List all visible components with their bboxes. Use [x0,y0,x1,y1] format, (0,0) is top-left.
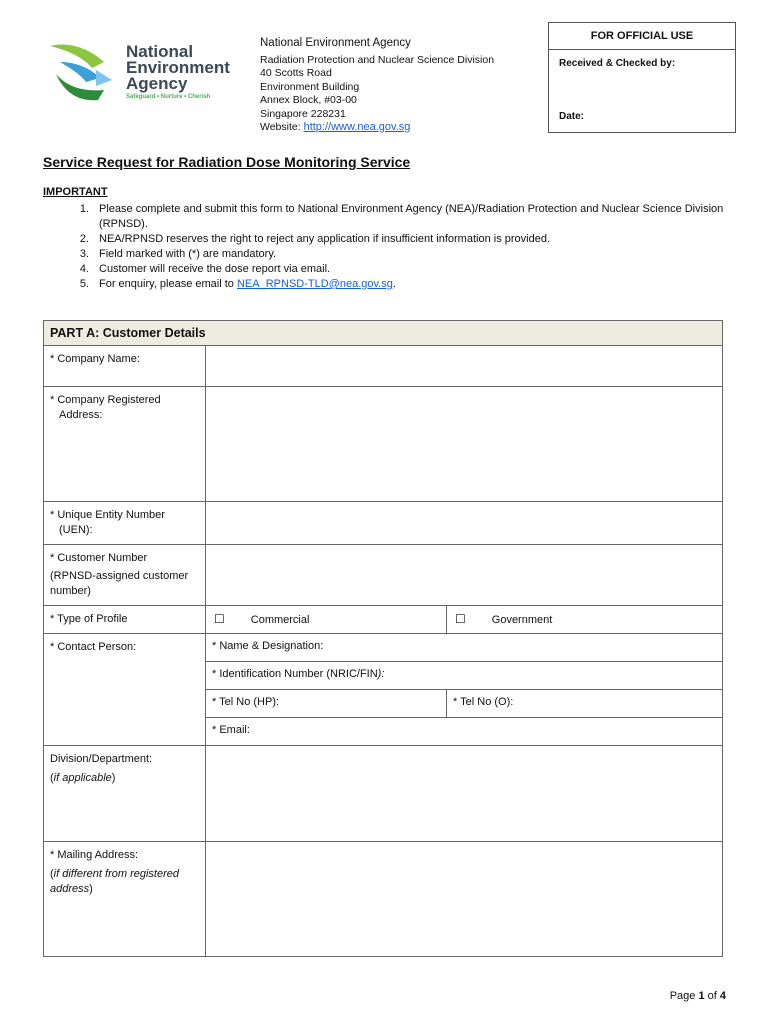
profile-government-option[interactable] [447,606,723,634]
official-use-box [548,22,736,133]
list-item: 5. For enquiry, please email to NEA_RPNSD-TLD@nea.gov.sg. [79,278,396,290]
nea-logo-icon [46,40,126,108]
date-label: Date: [559,111,585,122]
customer-number-label: * Customer Number (RPNSD-assigned customer number) [44,545,206,606]
address-line: Singapore 228231 [260,107,346,120]
commercial-checkbox[interactable]: ☐ [214,612,225,626]
id-number-field[interactable]: * Identification Number (NRIC/FIN): [206,662,723,690]
tel-hp-field[interactable]: * Tel No (HP): [206,690,447,718]
logo-wordmark: National Environment Agency [126,42,230,93]
profile-commercial-option[interactable] [206,606,447,634]
government-checkbox[interactable]: ☐ [455,612,466,626]
company-name-label: * Company Name: [44,346,206,387]
website-row [260,121,494,135]
commercial-label: Commercial [250,614,310,626]
uen-field[interactable] [206,502,723,545]
form-title: Service Request for Radiation Dose Monitoring Service [43,154,411,170]
website-link[interactable]: http://www.nea.gov.sg [303,121,411,133]
list-item: 4. Customer will receive the dose report via email. [79,263,331,275]
page-number: Page 1 of 4 [669,990,726,1002]
important-heading: IMPORTANT [43,186,108,198]
tel-office-field[interactable]: * Tel No (O): [447,690,723,718]
division-label: Division/Department: (if applicable) [44,746,206,842]
type-of-profile-label: * Type of Profile [44,606,206,634]
logo-tagline: Safeguard • Nurture • Cherish [126,94,211,100]
website-label: Website: [260,121,304,133]
email-field[interactable]: * Email: [206,718,723,746]
customer-details-table [43,320,723,957]
division-field[interactable] [206,746,723,842]
agency-address [260,37,494,135]
division-name: Radiation Protection and Nuclear Science Division [260,53,495,66]
government-label: Government [491,614,553,626]
mailing-address-label: * Mailing Address: (if different from registered address) [44,842,206,957]
address-line: Annex Block, #03-00 [260,94,357,106]
agency-name: National Environment Agency [260,37,411,49]
list-item: 3. Field marked with (*) are mandatory. [79,248,277,260]
mailing-address-field[interactable] [206,842,723,957]
uen-label: * Unique Entity Number (UEN): [44,502,206,545]
important-list [43,202,733,292]
company-address-label: * Company Registered Address: [44,387,206,502]
list-item: 2. NEA/RPNSD reserves the right to reject any application if insufficient information is provided. [79,233,551,245]
address-line: Environment Building [260,80,360,93]
list-item: 1. Please complete and submit this form to National Environment Agency (NEA)/Radiation Protection and Nuclear Science Division (RPNSD). [79,203,724,230]
company-name-field[interactable] [206,346,723,387]
part-a-header: PART A: Customer Details [44,321,723,346]
nea-logo [46,40,231,108]
name-designation-field[interactable]: * Name & Designation: [206,634,723,662]
contact-person-label: * Contact Person: [44,634,206,746]
company-address-field[interactable] [206,387,723,502]
official-use-header: FOR OFFICIAL USE [549,23,735,50]
received-checked-label: Received & Checked by: [559,58,676,69]
address-line: 40 Scotts Road [260,67,332,79]
enquiry-email-link[interactable]: NEA_RPNSD-TLD@nea.gov.sg [236,278,393,290]
customer-number-field[interactable] [206,545,723,606]
